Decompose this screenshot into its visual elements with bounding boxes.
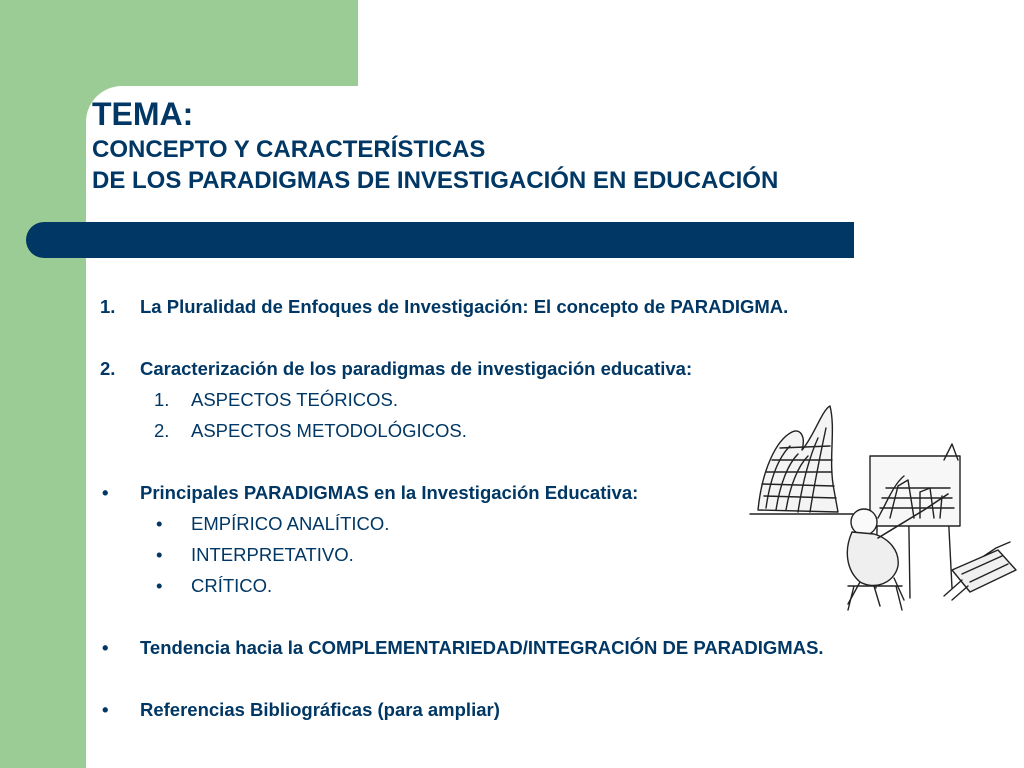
bullet: • bbox=[102, 482, 109, 503]
subtitle-line-1: CONCEPTO Y CARACTERÍSTICAS bbox=[92, 136, 486, 163]
bullet: • bbox=[102, 637, 109, 658]
list-item-text: La Pluralidad de Enfoques de Investigación: El concepto de PARADIGMA. bbox=[140, 296, 789, 317]
list-item-text: Caracterización de los paradigmas de investigación educativa: bbox=[140, 358, 693, 379]
title-tema: TEMA: bbox=[92, 96, 194, 132]
sub-bullet: • bbox=[156, 575, 163, 596]
sub-list-item-text: ASPECTOS TEÓRICOS. bbox=[191, 389, 398, 410]
list-item-text: Principales PARADIGMAS en la Investigación Educativa: bbox=[140, 482, 639, 503]
sub-list-item-text: ASPECTOS METODOLÓGICOS. bbox=[191, 420, 467, 441]
sub-list-item-text: INTERPRETATIVO. bbox=[191, 544, 354, 565]
slide-title bbox=[92, 94, 778, 196]
list-item-text: Referencias Bibliográficas (para ampliar) bbox=[140, 699, 500, 720]
sub-bullet: • bbox=[156, 513, 163, 534]
list-item-text: Tendencia hacia la COMPLEMENTARIEDAD/INTEGRACIÓN DE PARADIGMAS. bbox=[140, 637, 824, 658]
sub-list-number: 2. bbox=[154, 420, 170, 441]
title-underline-bar bbox=[26, 222, 854, 258]
sub-list-item-text: CRÍTICO. bbox=[191, 575, 273, 596]
sub-bullet: • bbox=[156, 544, 163, 565]
sub-list-item-text: EMPÍRICO ANALÍTICO. bbox=[191, 513, 390, 534]
artist-painting-building-sketch-icon bbox=[748, 400, 1020, 612]
list-number: 1. bbox=[100, 296, 116, 317]
bullet: • bbox=[102, 699, 109, 720]
list-number: 2. bbox=[100, 358, 116, 379]
sub-list-number: 1. bbox=[154, 389, 170, 410]
subtitle-line-2: DE LOS PARADIGMAS DE INVESTIGACIÓN EN EDUCACIÓN bbox=[92, 167, 779, 194]
